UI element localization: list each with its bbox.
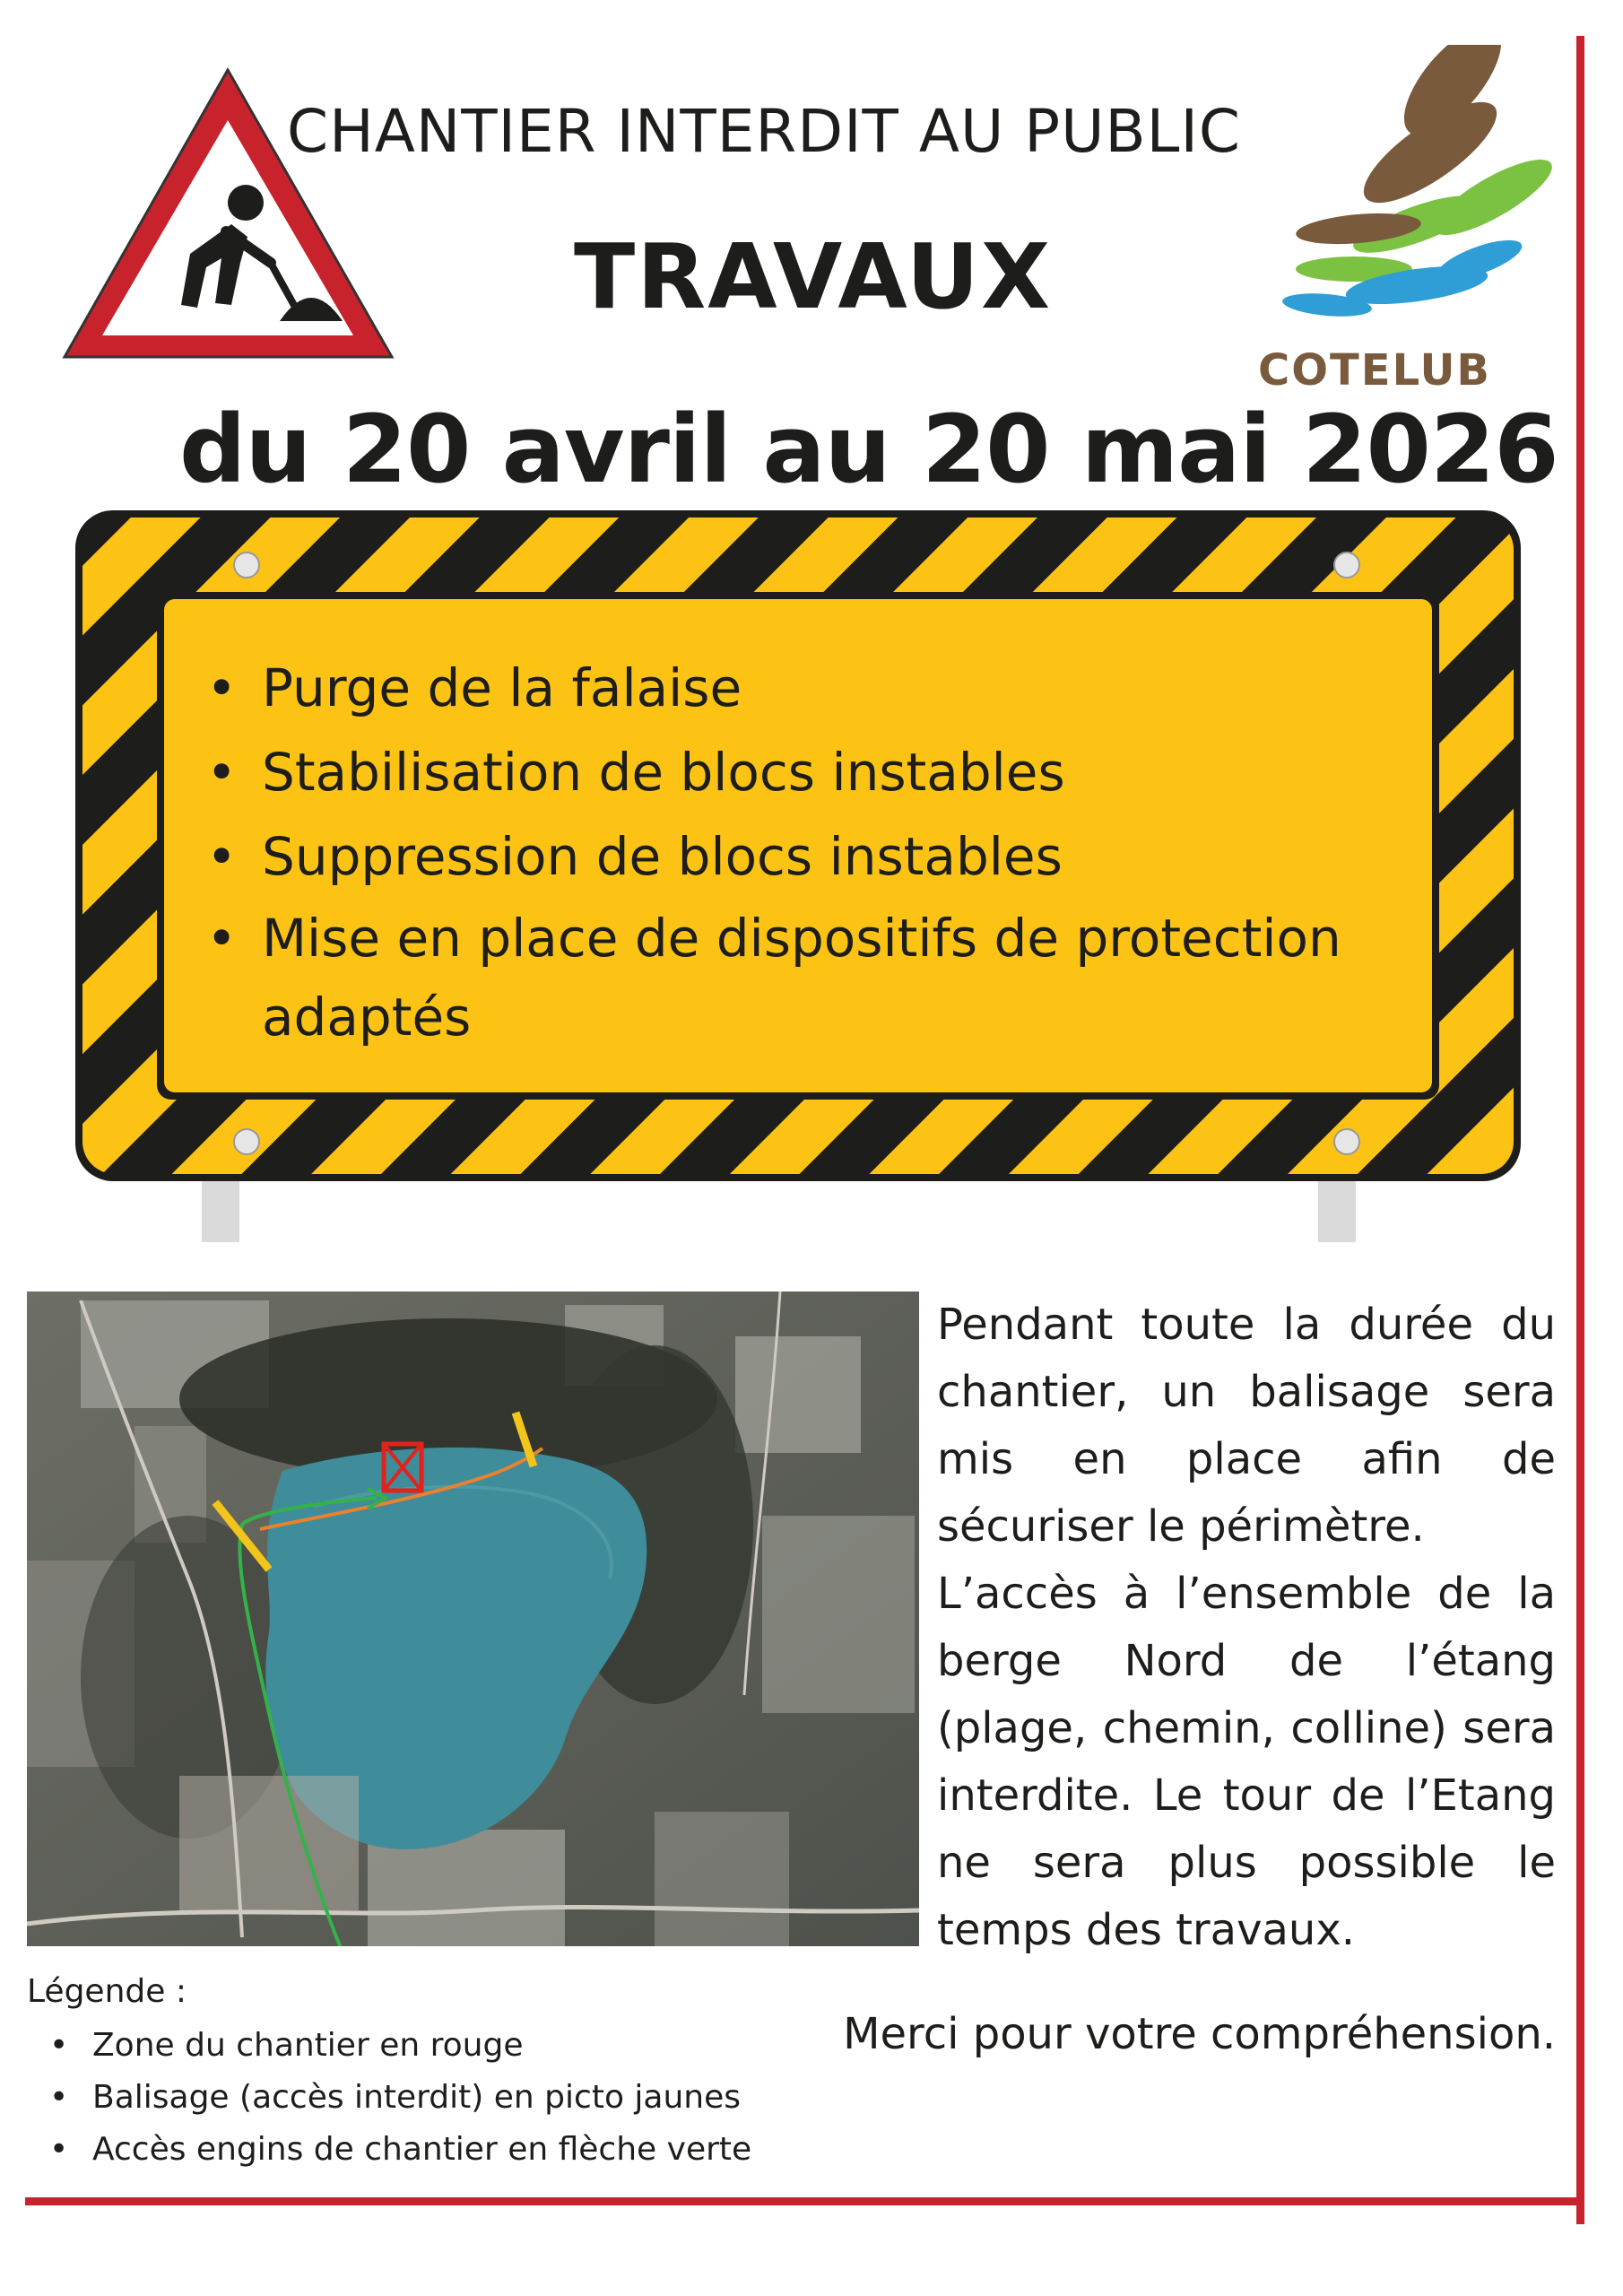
legend-item: • Zone du chantier en rouge (49, 2020, 751, 2072)
works-list-item: • Suppression de blocs instables (206, 814, 1480, 899)
legend-list (49, 2020, 751, 2176)
info-paragraph (937, 1292, 1556, 1964)
info-paragraph-2: L’accès à l’ensemble de la berge Nord de l’étang (plage, chemin, colline) sera interdite. Le tour de l’Etang ne sera plus possible le temps des travaux. (937, 1569, 1556, 1955)
legend-item: • Accès engins de chantier en flèche verte (49, 2124, 751, 2176)
page-title-main: TRAVAUX (574, 224, 1053, 329)
thanks-message: Merci pour votre compréhension. (843, 2009, 1556, 2059)
logo-text: COTELUB (1258, 345, 1491, 396)
page-title-top: CHANTIER INTERDIT AU PUBLIC (287, 97, 1241, 166)
date-range: du 20 avril au 20 mai 2026 (179, 395, 1558, 504)
works-list-item: • Stabilisation de blocs instables (206, 730, 1480, 814)
legend-title: Légende : (27, 1973, 187, 2010)
info-paragraph-1: Pendant toute la durée du chantier, un balisage sera mis en place afin de sécuriser le périmètre. (937, 1300, 1556, 1552)
works-sign (72, 507, 1524, 1251)
works-list-item: • Purge de la falaise (206, 646, 1480, 730)
cotelub-logo (1211, 45, 1560, 341)
frame-border-right (1576, 36, 1584, 2224)
works-list (206, 646, 1480, 1057)
legend-item: • Balisage (accès interdit) en picto jaunes (49, 2072, 751, 2124)
aerial-map (27, 1292, 919, 1946)
frame-border-bottom (25, 2197, 1584, 2205)
works-list-item: • Mise en place de dispositifs de protection adaptés (206, 899, 1480, 1057)
